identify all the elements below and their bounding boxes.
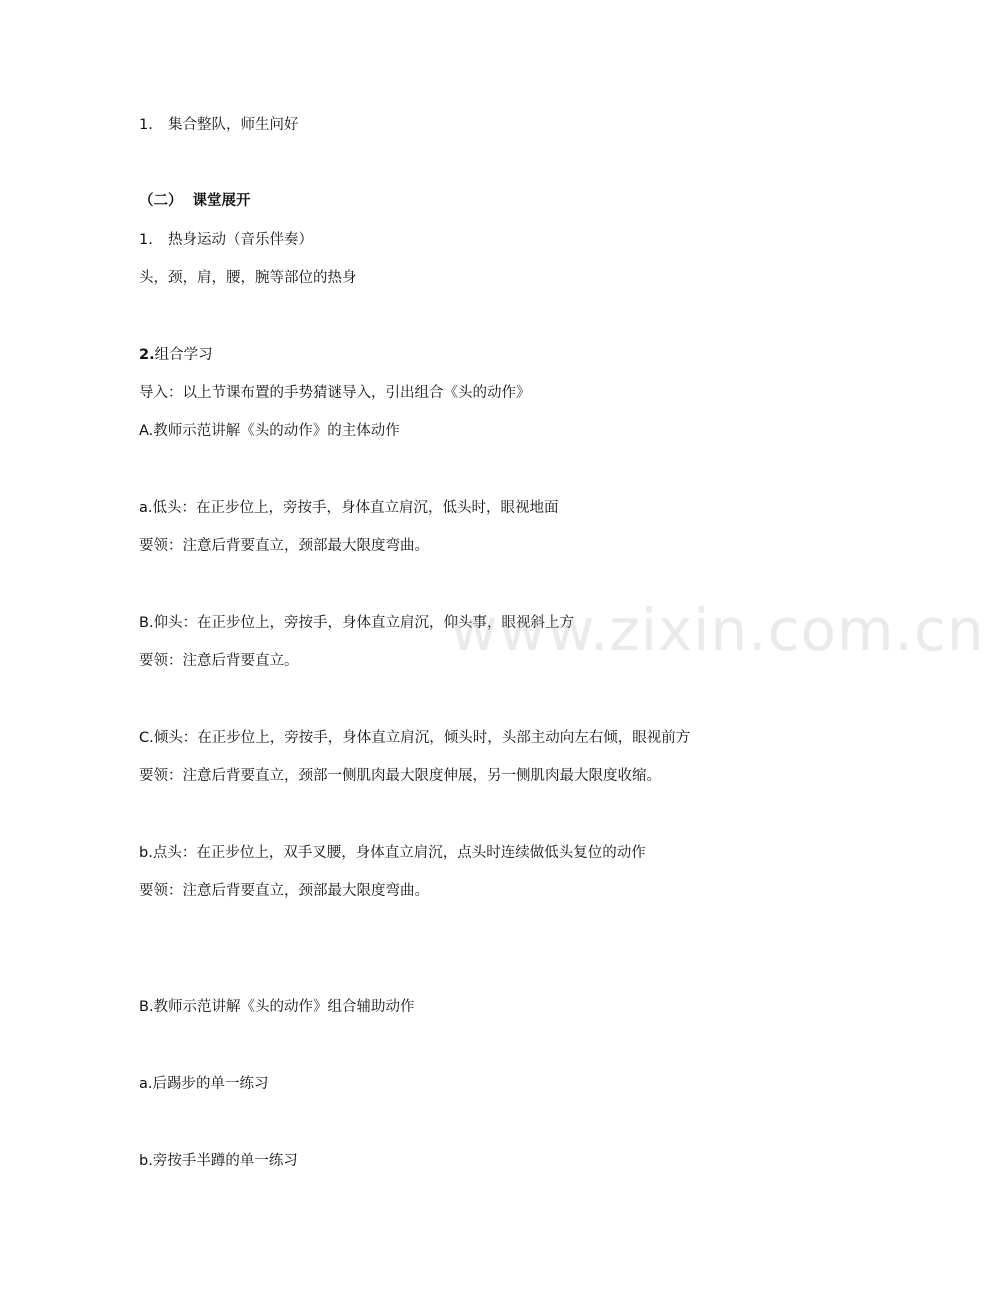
nod-head-tip: 要领：注意后背要直立，颈部最大限度弯曲。	[139, 883, 429, 899]
part-b-heading: B.教师示范讲解《头的动作》组合辅助动作	[139, 999, 415, 1015]
combo-intro: 导入：以上节课布置的手势猜谜导入，引出组合《头的动作》	[139, 385, 531, 401]
list-number: 2.	[139, 347, 155, 363]
list-item-warmup	[139, 230, 313, 250]
list-number: 1.	[139, 117, 153, 133]
section-number: （二）	[139, 193, 183, 209]
up-head-description: B.仰头：在正步位上，旁按手，身体直立肩沉，仰头事，眼视斜上方	[139, 615, 575, 631]
low-head-tip: 要领：注意后背要直立，颈部最大限度弯曲。	[139, 538, 429, 554]
half-squat-exercise: b.旁按手半蹲的单一练习	[139, 1153, 298, 1169]
part-a-heading: A.教师示范讲解《头的动作》的主体动作	[139, 423, 400, 439]
list-item-assembly	[139, 115, 299, 135]
warmup-detail: 头，颈，肩，腰，腕等部位的热身	[139, 270, 357, 286]
back-kick-exercise: a.后踢步的单一练习	[139, 1076, 269, 1092]
tilt-head-description: C.倾头：在正步位上，旁按手，身体直立肩沉，倾头时，头部主动向左右倾，眼视前方	[139, 730, 691, 746]
tilt-head-tip: 要领：注意后背要直立，颈部一侧肌肉最大限度伸展，另一侧肌肉最大限度收缩。	[139, 768, 661, 784]
up-head-tip: 要领：注意后背要直立。	[139, 653, 299, 669]
list-text: 热身运动（音乐伴奏）	[168, 232, 313, 248]
section-title: 课堂展开	[192, 193, 251, 209]
list-text: 集合整队，师生问好	[168, 117, 299, 133]
section-heading	[139, 191, 251, 211]
watermark: www.zixin.com.cn	[450, 596, 985, 664]
list-number: 1.	[139, 232, 153, 248]
list-item-combo	[139, 345, 213, 365]
list-text: 组合学习	[154, 347, 213, 363]
low-head-description: a.低头：在正步位上，旁按手，身体直立肩沉，低头时，眼视地面	[139, 500, 559, 516]
nod-head-description: b.点头：在正步位上，双手叉腰，身体直立肩沉，点头时连续做低头复位的动作	[139, 845, 646, 861]
